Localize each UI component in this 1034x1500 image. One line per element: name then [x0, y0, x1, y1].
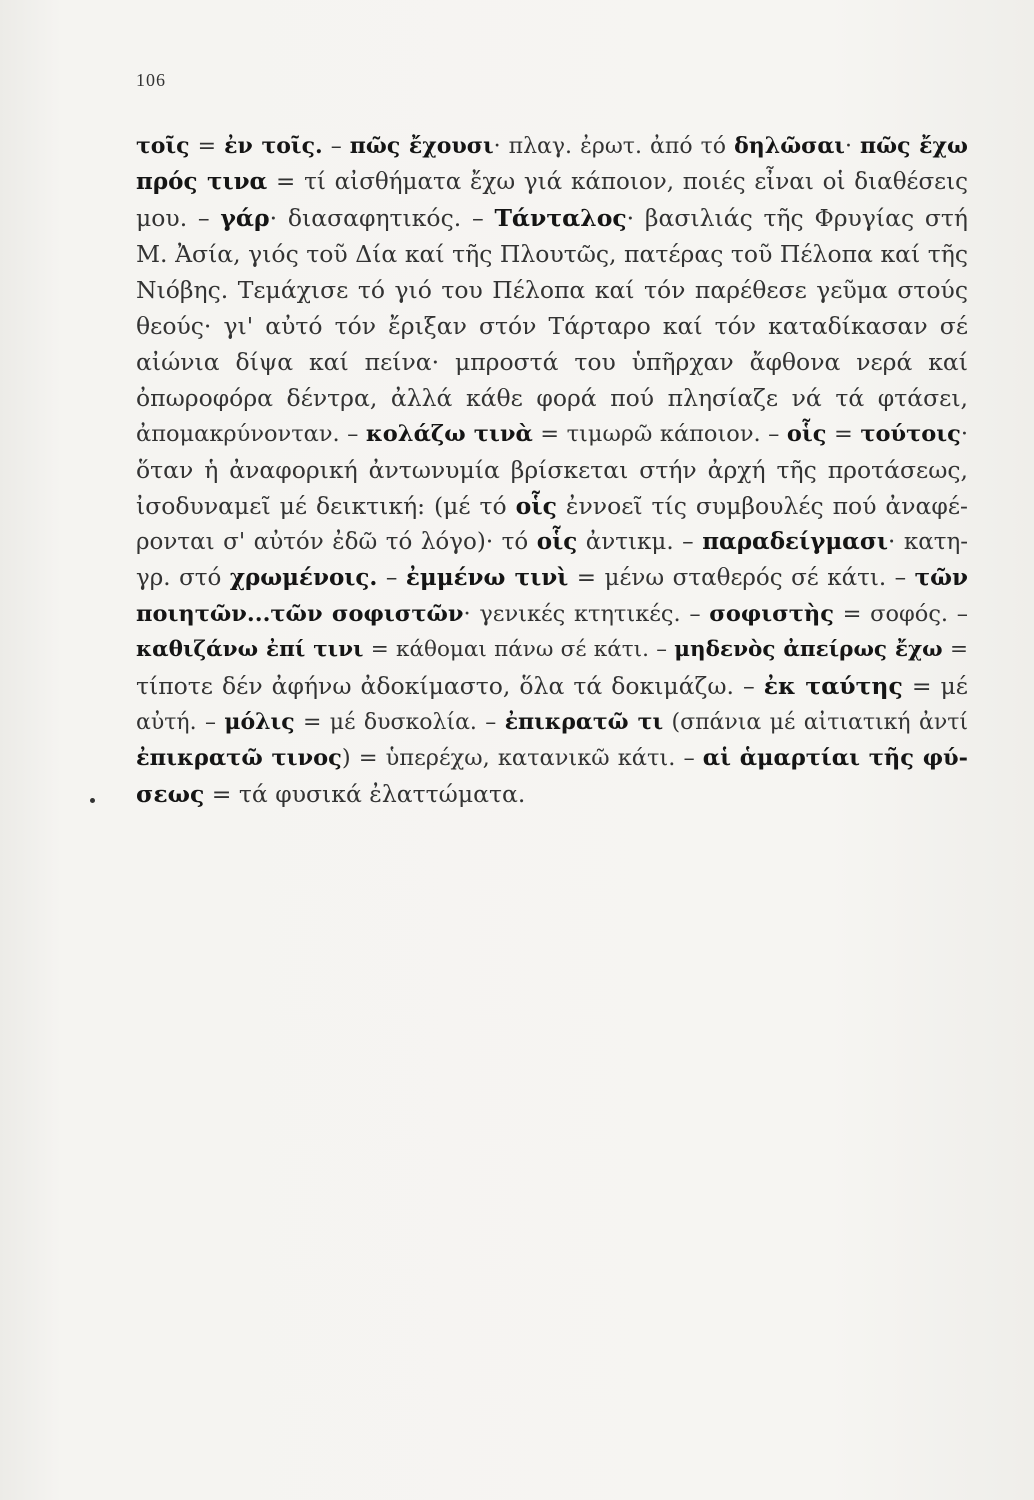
gloss-text: ἀπομακρύνονταν. –	[136, 421, 366, 447]
page-number: 106	[136, 70, 166, 90]
text-line	[136, 344, 968, 380]
lemma-term: οἷς	[536, 528, 578, 555]
gloss-text: · πλαγ. ἐρωτ. ἀπό τό	[493, 134, 735, 159]
text-line	[136, 164, 968, 200]
gloss-text: Νιόβης. Τεμάχισε τό γιό του Πέλοπα καί τόν παρέθεσε γεῦμα στούς	[136, 276, 968, 304]
lemma-term: πρός τινα	[136, 168, 268, 195]
text-line	[136, 488, 968, 524]
text-line	[136, 200, 968, 236]
lemma-term: οἷς	[515, 492, 557, 520]
lemma-term: σοφιστὴς	[709, 601, 834, 627]
text-line	[136, 452, 968, 488]
gloss-text: =	[189, 134, 225, 159]
text-line	[136, 524, 968, 560]
lemma-term: ἐν τοῖς.	[224, 133, 323, 159]
lemma-term: καθιζάνω ἐπί τινι	[136, 637, 364, 662]
text-line	[136, 596, 968, 632]
lemma-term: γάρ	[220, 204, 270, 232]
gloss-text: = τί αἰσθήματα ἔχω γιά κάποιον, ποιές εἶναι οἱ διαθέσεις	[267, 169, 968, 195]
lemma-term: πῶς ἔχω	[860, 133, 968, 159]
gloss-text: = μέ δυσκολία. –	[294, 710, 505, 735]
gloss-text: = τιμωρῶ κάποιον. –	[532, 421, 787, 447]
text-line	[136, 704, 968, 740]
lemma-term: οἷς	[786, 421, 827, 447]
gloss-text: · γενικές κτητικές. –	[463, 601, 710, 627]
lemma-term: ἐπικρατῶ τι	[504, 709, 664, 735]
gloss-text: –	[377, 565, 406, 591]
lemma-term: τῶν	[914, 564, 968, 591]
gloss-text: ἀντικμ. –	[577, 529, 703, 555]
lemma-term: δηλῶσαι	[734, 133, 845, 159]
margin-dot	[90, 798, 95, 803]
gloss-text: ἐννοεῖ τίς συμβουλές πού ἀναφέ-	[556, 492, 968, 520]
text-line	[136, 740, 968, 776]
gloss-text: ὅταν ἡ ἀναφορική ἀντωνυμία βρίσκεται στήν ἀρχή τῆς προτάσεως,	[136, 456, 968, 484]
lemma-term: χρωμένοις.	[229, 564, 378, 591]
lemma-term: τούτοις	[860, 421, 961, 447]
gloss-text: · κατη-	[887, 529, 968, 555]
lemma-term: μόλις	[224, 709, 295, 735]
gloss-text: =	[826, 421, 861, 447]
lemma-term: κολάζω τινὰ	[365, 421, 533, 447]
gloss-text: τίποτε δέν ἀφήνω ἀδοκίμαστο, ὅλα τά δοκιμάζω. –	[136, 672, 764, 700]
text-line	[136, 128, 968, 164]
text-line	[136, 380, 968, 416]
text-line	[136, 560, 968, 596]
text-line	[136, 416, 968, 452]
gloss-text: αὐτή. –	[136, 710, 225, 735]
lemma-term: ἐπικρατῶ τινος	[136, 745, 342, 771]
lemma-term: αἱ ἁμαρτίαι τῆς φύ-	[702, 745, 968, 771]
gloss-text: ὀπωροφόρα δέντρα, ἀλλά κάθε φορά πού πλησίαζε νά τά φτάσει,	[136, 384, 968, 412]
lemma-term: παραδείγμασι	[702, 528, 888, 555]
gloss-text: ·	[844, 134, 861, 159]
gloss-text: ἰσοδυναμεῖ μέ δεικτική: (μέ τό	[136, 492, 516, 520]
gloss-text: =	[942, 637, 968, 662]
gloss-text: ρονται σ' αὐτόν ἐδῶ τό λόγο)· τό	[136, 529, 537, 555]
gloss-text: θεούς· γι' αὐτό τόν ἔριξαν στόν Τάρταρο καί τόν καταδίκασαν σέ	[136, 312, 968, 340]
gloss-text: · διασαφητικός. –	[269, 204, 495, 232]
gloss-text: (σπάνια μέ αἰτιατική ἀντί	[663, 710, 968, 735]
lemma-term: ἐμμένω τινὶ	[405, 564, 569, 591]
gloss-text: ) = ὑπερέχω, κατανικῶ κάτι. –	[341, 745, 703, 771]
gloss-text: = μένω σταθερός σέ κάτι. –	[568, 565, 915, 591]
gloss-text: = σοφός. –	[833, 601, 968, 627]
gloss-text: = κάθομαι πάνω σέ κάτι. –	[363, 637, 675, 662]
gloss-text: γρ. στό	[136, 565, 230, 591]
lemma-term: σεως	[136, 780, 205, 808]
text-line	[136, 776, 968, 812]
lemma-term: πῶς ἔχουσι	[349, 133, 494, 159]
gloss-text: μου. –	[136, 204, 221, 232]
text-line	[136, 272, 968, 308]
lemma-term: Τάνταλος	[494, 204, 627, 232]
lemma-term: ἐκ ταύτης	[763, 672, 903, 700]
gloss-text: = μέ	[902, 672, 968, 700]
commentary-text	[136, 128, 968, 812]
lemma-term: ποιητῶν...τῶν σοφιστῶν	[136, 601, 464, 627]
lemma-term: τοῖς	[136, 133, 190, 159]
gloss-text: = τά φυσικά ἐλαττώματα.	[204, 780, 526, 808]
text-line	[136, 308, 968, 344]
text-line	[136, 632, 968, 668]
text-line	[136, 668, 968, 704]
gloss-text: Μ. Ἀσία, γιός τοῦ Δία καί τῆς Πλουτῶς, πατέρας τοῦ Πέλοπα καί τῆς	[136, 240, 968, 268]
gloss-text: · βασιλιάς τῆς Φρυγίας στή	[626, 204, 968, 232]
gloss-text: –	[322, 134, 350, 159]
gloss-text: αἰώνια δίψα καί πείνα· μπροστά του ὑπῆρχαν ἄφθονα νερά καί	[136, 348, 968, 376]
lemma-term: μηδενὸς ἀπείρως ἔχω	[674, 637, 943, 662]
text-line	[136, 236, 968, 272]
gloss-text: ·	[960, 421, 968, 447]
